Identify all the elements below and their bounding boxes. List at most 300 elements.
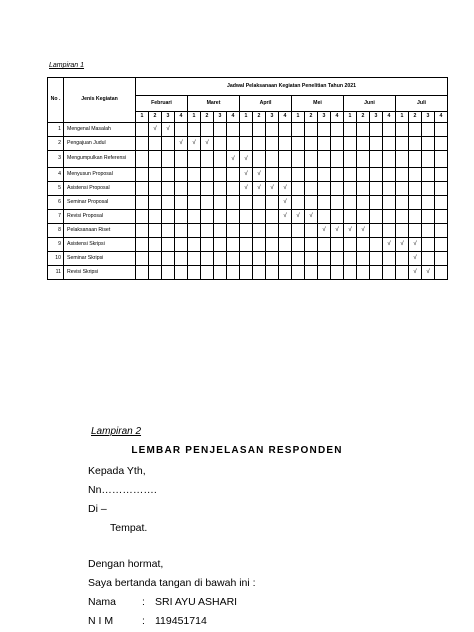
empty-cell (227, 224, 240, 238)
row-number: 10 (48, 252, 64, 266)
week-header: 3 (266, 112, 279, 123)
check-mark: √ (279, 182, 292, 196)
check-mark: √ (253, 168, 266, 182)
empty-cell (266, 238, 279, 252)
empty-cell (435, 123, 448, 137)
empty-cell (240, 196, 253, 210)
empty-cell (279, 224, 292, 238)
empty-cell (136, 151, 149, 168)
week-header: 3 (422, 112, 435, 123)
empty-cell (279, 137, 292, 151)
empty-cell (266, 266, 279, 280)
empty-cell (214, 224, 227, 238)
empty-cell (396, 196, 409, 210)
empty-cell (266, 151, 279, 168)
week-header: 2 (253, 112, 266, 123)
empty-cell (227, 123, 240, 137)
table-row (48, 210, 448, 224)
empty-cell (409, 210, 422, 224)
empty-cell (292, 196, 305, 210)
empty-cell (136, 252, 149, 266)
table-row (48, 168, 448, 182)
empty-cell (227, 168, 240, 182)
field-colon: : (142, 596, 145, 608)
empty-cell (435, 182, 448, 196)
empty-cell (227, 252, 240, 266)
activity-name: Mengenal Masalah (64, 123, 136, 137)
empty-cell (318, 168, 331, 182)
empty-cell (370, 196, 383, 210)
empty-cell (240, 137, 253, 151)
table-row (48, 252, 448, 266)
activity-name: Pengajuan Judul (64, 137, 136, 151)
empty-cell (383, 151, 396, 168)
empty-cell (201, 210, 214, 224)
check-mark: √ (188, 137, 201, 151)
check-mark: √ (396, 238, 409, 252)
empty-cell (409, 123, 422, 137)
empty-cell (344, 210, 357, 224)
empty-cell (396, 137, 409, 151)
empty-cell (162, 196, 175, 210)
empty-cell (214, 196, 227, 210)
field-label-nim: N I M (88, 615, 114, 627)
empty-cell (162, 210, 175, 224)
empty-cell (435, 252, 448, 266)
empty-cell (266, 196, 279, 210)
empty-cell (370, 151, 383, 168)
row-number: 1 (48, 123, 64, 137)
check-mark: √ (383, 238, 396, 252)
empty-cell (435, 238, 448, 252)
empty-cell (149, 196, 162, 210)
empty-cell (370, 137, 383, 151)
row-number: 4 (48, 168, 64, 182)
check-mark: √ (240, 151, 253, 168)
week-header: 2 (357, 112, 370, 123)
empty-cell (357, 210, 370, 224)
empty-cell (266, 210, 279, 224)
week-header: 4 (383, 112, 396, 123)
empty-cell (305, 137, 318, 151)
document-title: LEMBAR PENJELASAN RESPONDEN (131, 445, 343, 456)
empty-cell (357, 196, 370, 210)
empty-cell (175, 238, 188, 252)
empty-cell (370, 266, 383, 280)
empty-cell (344, 196, 357, 210)
check-mark: √ (266, 182, 279, 196)
empty-cell (136, 238, 149, 252)
lampiran-2-label: Lampiran 2 (91, 426, 142, 437)
empty-cell (318, 123, 331, 137)
empty-cell (253, 238, 266, 252)
statement-line: Saya bertanda tangan di bawah ini : (88, 577, 256, 589)
empty-cell (149, 168, 162, 182)
check-mark: √ (240, 182, 253, 196)
row-number: 5 (48, 182, 64, 196)
empty-cell (357, 123, 370, 137)
empty-cell (279, 252, 292, 266)
empty-cell (331, 123, 344, 137)
empty-cell (149, 182, 162, 196)
check-mark: √ (279, 210, 292, 224)
empty-cell (370, 210, 383, 224)
empty-cell (188, 196, 201, 210)
empty-cell (149, 238, 162, 252)
empty-cell (422, 168, 435, 182)
schedule-table (47, 77, 448, 280)
empty-cell (331, 137, 344, 151)
empty-cell (318, 210, 331, 224)
empty-cell (344, 123, 357, 137)
empty-cell (214, 151, 227, 168)
empty-cell (253, 137, 266, 151)
empty-cell (422, 137, 435, 151)
empty-cell (396, 210, 409, 224)
empty-cell (318, 266, 331, 280)
empty-cell (344, 137, 357, 151)
empty-cell (253, 151, 266, 168)
empty-cell (266, 137, 279, 151)
empty-cell (318, 137, 331, 151)
empty-cell (331, 182, 344, 196)
empty-cell (383, 196, 396, 210)
check-mark: √ (162, 123, 175, 137)
week-header: 2 (149, 112, 162, 123)
activity-name: Mengumpulkan Referensi (64, 151, 136, 168)
week-header: 3 (370, 112, 383, 123)
empty-cell (279, 238, 292, 252)
week-header: 1 (188, 112, 201, 123)
empty-cell (188, 266, 201, 280)
empty-cell (175, 182, 188, 196)
empty-cell (435, 196, 448, 210)
empty-cell (201, 168, 214, 182)
empty-cell (357, 168, 370, 182)
week-header: 3 (214, 112, 227, 123)
week-header: 4 (435, 112, 448, 123)
empty-cell (409, 137, 422, 151)
empty-cell (305, 151, 318, 168)
week-header: 2 (201, 112, 214, 123)
greeting-line: Dengan hormat, (88, 558, 164, 570)
activity-name: Seminar Skripsi (64, 252, 136, 266)
week-header: 1 (292, 112, 305, 123)
week-header: 1 (396, 112, 409, 123)
empty-cell (175, 210, 188, 224)
empty-cell (383, 210, 396, 224)
empty-cell (422, 123, 435, 137)
empty-cell (422, 238, 435, 252)
empty-cell (370, 168, 383, 182)
empty-cell (422, 210, 435, 224)
empty-cell (422, 224, 435, 238)
row-number: 8 (48, 224, 64, 238)
empty-cell (331, 196, 344, 210)
empty-cell (279, 123, 292, 137)
header-no: No . (48, 78, 64, 123)
check-mark: √ (318, 224, 331, 238)
empty-cell (331, 252, 344, 266)
row-number: 11 (48, 266, 64, 280)
empty-cell (292, 238, 305, 252)
empty-cell (370, 123, 383, 137)
activity-name: Revisi Proposal (64, 210, 136, 224)
empty-cell (331, 266, 344, 280)
empty-cell (383, 137, 396, 151)
check-mark: √ (409, 238, 422, 252)
empty-cell (188, 210, 201, 224)
row-number: 6 (48, 196, 64, 210)
empty-cell (227, 137, 240, 151)
empty-cell (227, 210, 240, 224)
empty-cell (357, 182, 370, 196)
empty-cell (344, 238, 357, 252)
empty-cell (175, 151, 188, 168)
kepada-line: Kepada Yth, (88, 465, 146, 477)
empty-cell (344, 182, 357, 196)
empty-cell (175, 266, 188, 280)
check-mark: √ (409, 252, 422, 266)
empty-cell (357, 252, 370, 266)
empty-cell (422, 182, 435, 196)
empty-cell (396, 168, 409, 182)
empty-cell (253, 196, 266, 210)
empty-cell (292, 182, 305, 196)
activity-name: Revisi Skripsi (64, 266, 136, 280)
empty-cell (383, 182, 396, 196)
empty-cell (305, 196, 318, 210)
empty-cell (149, 266, 162, 280)
empty-cell (201, 196, 214, 210)
table-row (48, 224, 448, 238)
month-header: Juni (344, 96, 396, 112)
activity-name: Menyusun Proposal (64, 168, 136, 182)
empty-cell (201, 123, 214, 137)
week-header: 1 (344, 112, 357, 123)
check-mark: √ (149, 123, 162, 137)
empty-cell (136, 182, 149, 196)
empty-cell (162, 238, 175, 252)
check-mark: √ (331, 224, 344, 238)
month-header: Juli (396, 96, 448, 112)
empty-cell (136, 123, 149, 137)
table-row (48, 123, 448, 137)
row-number: 7 (48, 210, 64, 224)
empty-cell (396, 224, 409, 238)
month-header: Februari (136, 96, 188, 112)
week-header: 4 (331, 112, 344, 123)
table-row (48, 137, 448, 151)
empty-cell (253, 123, 266, 137)
empty-cell (201, 151, 214, 168)
empty-cell (305, 182, 318, 196)
empty-cell (162, 137, 175, 151)
empty-cell (435, 266, 448, 280)
empty-cell (396, 252, 409, 266)
check-mark: √ (305, 210, 318, 224)
empty-cell (175, 168, 188, 182)
week-header: 1 (136, 112, 149, 123)
empty-cell (266, 224, 279, 238)
row-number: 3 (48, 151, 64, 168)
table-row (48, 238, 448, 252)
empty-cell (422, 151, 435, 168)
empty-cell (396, 182, 409, 196)
empty-cell (149, 224, 162, 238)
header-jadwal: Jadwal Pelaksanaan Kegiatan Penelitian Tahun 2021 (136, 78, 448, 96)
week-header: 3 (162, 112, 175, 123)
empty-cell (409, 182, 422, 196)
empty-cell (370, 238, 383, 252)
empty-cell (383, 266, 396, 280)
empty-cell (227, 266, 240, 280)
field-colon: : (142, 615, 145, 627)
activity-name: Asistensi Proposal (64, 182, 136, 196)
field-value-nim: 119451714 (155, 615, 207, 627)
empty-cell (422, 196, 435, 210)
empty-cell (214, 238, 227, 252)
empty-cell (357, 151, 370, 168)
empty-cell (240, 238, 253, 252)
empty-cell (305, 224, 318, 238)
empty-cell (201, 224, 214, 238)
empty-cell (175, 224, 188, 238)
empty-cell (409, 196, 422, 210)
empty-cell (409, 168, 422, 182)
empty-cell (201, 266, 214, 280)
empty-cell (357, 238, 370, 252)
empty-cell (240, 224, 253, 238)
empty-cell (227, 238, 240, 252)
empty-cell (214, 252, 227, 266)
empty-cell (266, 252, 279, 266)
empty-cell (331, 168, 344, 182)
empty-cell (240, 210, 253, 224)
empty-cell (162, 224, 175, 238)
empty-cell (188, 151, 201, 168)
empty-cell (162, 151, 175, 168)
empty-cell (162, 182, 175, 196)
empty-cell (305, 266, 318, 280)
check-mark: √ (409, 266, 422, 280)
empty-cell (188, 252, 201, 266)
week-header: 3 (318, 112, 331, 123)
check-mark: √ (201, 137, 214, 151)
check-mark: √ (240, 168, 253, 182)
check-mark: √ (227, 151, 240, 168)
empty-cell (149, 151, 162, 168)
empty-cell (409, 151, 422, 168)
empty-cell (162, 252, 175, 266)
empty-cell (292, 252, 305, 266)
empty-cell (253, 266, 266, 280)
empty-cell (292, 151, 305, 168)
table-row (48, 182, 448, 196)
empty-cell (331, 151, 344, 168)
empty-cell (435, 168, 448, 182)
empty-cell (383, 168, 396, 182)
week-header: 1 (240, 112, 253, 123)
empty-cell (318, 182, 331, 196)
row-number: 9 (48, 238, 64, 252)
empty-cell (435, 137, 448, 151)
empty-cell (396, 123, 409, 137)
check-mark: √ (357, 224, 370, 238)
empty-cell (409, 224, 422, 238)
check-mark: √ (175, 137, 188, 151)
di-line: Di – (88, 503, 107, 515)
empty-cell (279, 266, 292, 280)
empty-cell (136, 266, 149, 280)
empty-cell (435, 224, 448, 238)
empty-cell (318, 252, 331, 266)
empty-cell (188, 182, 201, 196)
empty-cell (253, 224, 266, 238)
empty-cell (357, 266, 370, 280)
empty-cell (214, 210, 227, 224)
empty-cell (292, 123, 305, 137)
check-mark: √ (344, 224, 357, 238)
empty-cell (214, 266, 227, 280)
empty-cell (383, 252, 396, 266)
empty-cell (305, 238, 318, 252)
empty-cell (331, 210, 344, 224)
month-header: Maret (188, 96, 240, 112)
lampiran-1-label: Lampiran 1 (49, 62, 85, 69)
empty-cell (383, 123, 396, 137)
row-number: 2 (48, 137, 64, 151)
empty-cell (214, 137, 227, 151)
empty-cell (253, 252, 266, 266)
check-mark: √ (422, 266, 435, 280)
empty-cell (357, 137, 370, 151)
empty-cell (370, 224, 383, 238)
empty-cell (370, 252, 383, 266)
empty-cell (175, 196, 188, 210)
field-value-nama: SRI AYU ASHARI (155, 596, 238, 608)
empty-cell (214, 168, 227, 182)
empty-cell (240, 266, 253, 280)
empty-cell (136, 137, 149, 151)
empty-cell (136, 224, 149, 238)
month-header: April (240, 96, 292, 112)
empty-cell (279, 151, 292, 168)
activity-name: Seminar Proposal (64, 196, 136, 210)
check-mark: √ (253, 182, 266, 196)
empty-cell (305, 252, 318, 266)
empty-cell (136, 196, 149, 210)
empty-cell (201, 238, 214, 252)
table-row (48, 151, 448, 168)
empty-cell (188, 123, 201, 137)
empty-cell (344, 252, 357, 266)
week-header: 4 (175, 112, 188, 123)
empty-cell (162, 266, 175, 280)
empty-cell (344, 168, 357, 182)
empty-cell (396, 151, 409, 168)
empty-cell (227, 196, 240, 210)
recipient-line: Nn……………. (88, 484, 157, 496)
empty-cell (214, 182, 227, 196)
empty-cell (331, 238, 344, 252)
empty-cell (162, 168, 175, 182)
header-jenis-kegiatan: Jenis Kegiatan (64, 78, 136, 123)
empty-cell (292, 137, 305, 151)
check-mark: √ (292, 210, 305, 224)
empty-cell (305, 168, 318, 182)
empty-cell (305, 123, 318, 137)
